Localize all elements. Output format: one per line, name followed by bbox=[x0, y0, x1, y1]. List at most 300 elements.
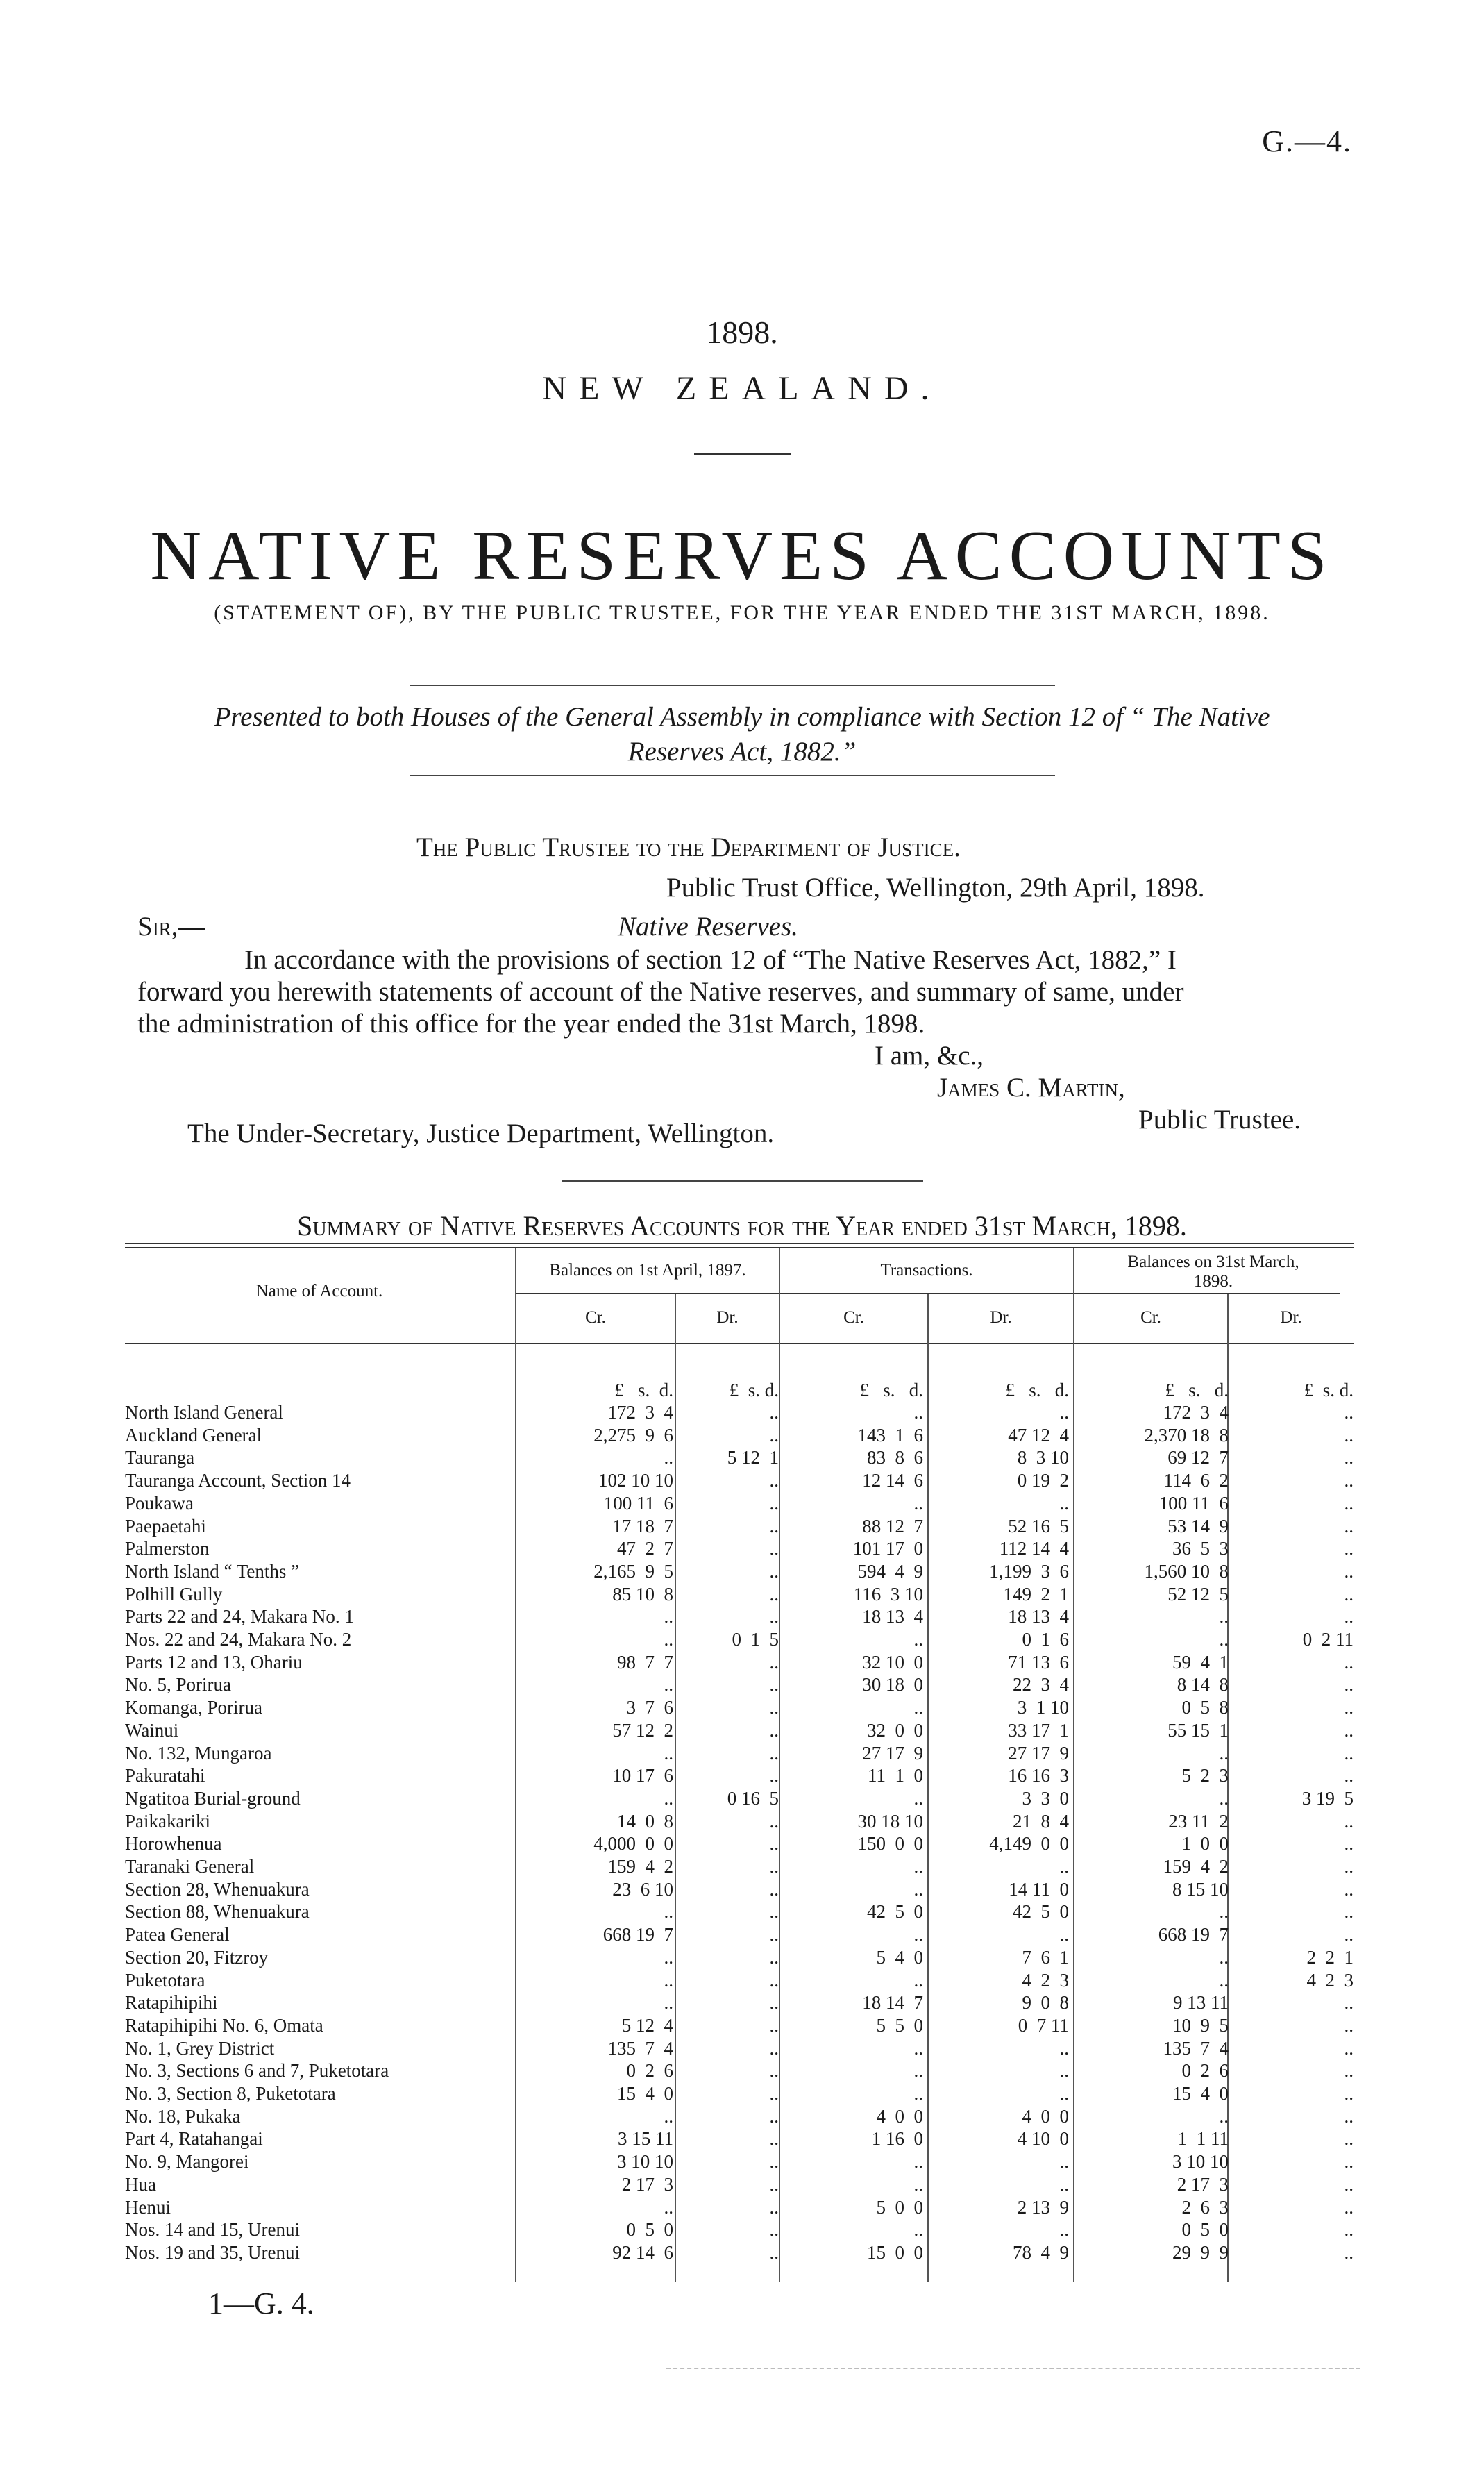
header-balances-1898-line-2: 1898. bbox=[1193, 1272, 1233, 1291]
table-row bbox=[125, 1742, 1354, 1764]
amount-cell: .. bbox=[769, 2196, 779, 2218]
table-row bbox=[125, 2105, 1354, 2127]
amount-cell: 1 0 0 bbox=[1181, 1833, 1229, 1855]
table-row bbox=[125, 2173, 1354, 2195]
amount-cell: .. bbox=[913, 1629, 923, 1650]
amount-cell: .. bbox=[1059, 1856, 1069, 1877]
amount-cell: 18 13 4 bbox=[862, 1606, 923, 1628]
amount-cell: .. bbox=[769, 1606, 779, 1628]
amount-cell: .. bbox=[1059, 1402, 1069, 1423]
amount-cell: 4 2 3 bbox=[1022, 1969, 1069, 1991]
account-name: Section 20, Fitzroy bbox=[125, 1946, 269, 1968]
amount-cell: 5 12 1 bbox=[727, 1447, 779, 1469]
amount-cell: .. bbox=[769, 2241, 779, 2263]
amount-cell: .. bbox=[769, 1583, 779, 1605]
amount-cell: .. bbox=[1344, 2037, 1354, 2059]
amount-cell: 668 19 7 bbox=[602, 1924, 673, 1946]
letter-body-line-3: the administration of this office for the year ended the 31st March, 1898. bbox=[137, 1009, 925, 1039]
amount-cell: .. bbox=[664, 1674, 673, 1696]
amount-cell: 116 3 10 bbox=[853, 1583, 923, 1605]
amount-cell: 2 13 9 bbox=[1017, 2196, 1069, 2218]
amount-cell: 668 19 7 bbox=[1158, 1924, 1229, 1946]
amount-cell: .. bbox=[1344, 1492, 1354, 1514]
amount-cell: .. bbox=[1059, 1924, 1069, 1946]
account-name: Paepaetahi bbox=[125, 1515, 206, 1537]
amount-cell: .. bbox=[769, 2219, 779, 2241]
table-row bbox=[125, 1515, 1354, 1537]
account-name: Tauranga bbox=[125, 1447, 195, 1469]
amount-cell: 3 3 0 bbox=[1022, 1787, 1069, 1809]
amount-cell: 4 10 0 bbox=[1017, 2128, 1069, 2150]
account-name: No. 3, Sections 6 and 7, Puketotara bbox=[125, 2060, 389, 2082]
footer-dashed-rule bbox=[666, 2368, 1360, 2369]
amount-cell: .. bbox=[1219, 1946, 1229, 1968]
amount-cell: .. bbox=[1344, 2105, 1354, 2127]
amount-cell: .. bbox=[913, 2151, 923, 2173]
header-name-of-account: Name of Account. bbox=[255, 1282, 383, 1300]
table-row bbox=[125, 1583, 1354, 1605]
amount-cell: .. bbox=[1059, 1492, 1069, 1514]
account-name: Wainui bbox=[125, 1719, 179, 1741]
amount-cell: .. bbox=[1344, 1856, 1354, 1877]
table-row bbox=[125, 2196, 1354, 2218]
table-row bbox=[125, 2037, 1354, 2059]
amount-cell: .. bbox=[1344, 1697, 1354, 1718]
amount-cell: .. bbox=[1344, 1515, 1354, 1537]
amount-cell: .. bbox=[913, 1492, 923, 1514]
amount-cell: .. bbox=[769, 2173, 779, 2195]
amount-cell: 5 0 0 bbox=[876, 2196, 923, 2218]
amount-cell: .. bbox=[1219, 1901, 1229, 1923]
document-title: NATIVE RESERVES ACCOUNTS bbox=[150, 517, 1334, 595]
amount-cell: 0 5 8 bbox=[1181, 1697, 1229, 1718]
amount-cell: .. bbox=[1344, 1606, 1354, 1628]
amount-cell: .. bbox=[769, 1992, 779, 2014]
amount-cell: 3 15 11 bbox=[618, 2128, 673, 2150]
year-heading: 1898. bbox=[706, 315, 778, 350]
account-name: Tauranga Account, Section 14 bbox=[125, 1470, 351, 1491]
amount-cell: 114 6 2 bbox=[1163, 1470, 1229, 1491]
letter-addressee: The Under-Secretary, Justice Department, Wellington. bbox=[187, 1119, 775, 1148]
amount-cell: 85 10 8 bbox=[612, 1583, 673, 1605]
header-dr: Dr. bbox=[990, 1308, 1012, 1327]
amount-cell: 10 17 6 bbox=[612, 1765, 673, 1787]
amount-cell: 100 11 6 bbox=[603, 1492, 673, 1514]
header-balances-1898-line-1: Balances on 31st March, bbox=[1127, 1253, 1299, 1271]
amount-cell: 172 3 4 bbox=[1163, 1402, 1229, 1423]
amount-cell: .. bbox=[664, 1742, 673, 1764]
letter-salutation: Sir,— bbox=[137, 912, 205, 942]
amount-cell: .. bbox=[1344, 1583, 1354, 1605]
amount-cell: 11 1 0 bbox=[868, 1765, 923, 1787]
amount-cell: 1,199 3 6 bbox=[989, 1560, 1069, 1582]
amount-cell: 3 10 10 bbox=[1172, 2151, 1229, 2173]
amount-cell: .. bbox=[664, 1992, 673, 2014]
amount-cell: 2,275 9 6 bbox=[593, 1424, 673, 1446]
amount-cell: .. bbox=[1344, 2219, 1354, 2241]
amount-cell: 57 12 2 bbox=[612, 1719, 673, 1741]
amount-cell: 0 2 6 bbox=[1181, 2060, 1229, 2082]
divider bbox=[410, 685, 1055, 686]
divider-short bbox=[694, 453, 791, 455]
amount-cell: .. bbox=[769, 2128, 779, 2150]
amount-cell: 14 0 8 bbox=[617, 1810, 673, 1832]
account-name: Parts 12 and 13, Ohariu bbox=[125, 1651, 303, 1673]
amount-cell: .. bbox=[913, 1402, 923, 1423]
amount-cell: .. bbox=[769, 1924, 779, 1946]
amount-cell: 22 3 4 bbox=[1013, 1674, 1069, 1696]
amount-cell: .. bbox=[1219, 1787, 1229, 1809]
table-row bbox=[125, 1446, 1354, 1469]
amount-cell: .. bbox=[664, 1606, 673, 1628]
amount-cell: .. bbox=[913, 1856, 923, 1877]
account-name: Nos. 22 and 24, Makara No. 2 bbox=[125, 1629, 352, 1650]
amount-cell: .. bbox=[1344, 1765, 1354, 1787]
amount-cell: 2 17 3 bbox=[1177, 2173, 1229, 2195]
amount-cell: 10 9 5 bbox=[1172, 2014, 1229, 2036]
amount-cell: 17 18 7 bbox=[612, 1515, 673, 1537]
table-row bbox=[125, 1628, 1354, 1650]
amount-cell: 47 2 7 bbox=[617, 1538, 673, 1559]
amount-cell: 3 7 6 bbox=[626, 1697, 673, 1718]
amount-cell: .. bbox=[664, 1946, 673, 1968]
table-row bbox=[125, 2150, 1354, 2173]
amount-cell: 0 16 5 bbox=[727, 1787, 779, 1809]
account-name: Patea General bbox=[125, 1924, 230, 1946]
amount-cell: 0 1 6 bbox=[1022, 1629, 1069, 1650]
amount-cell: 9 0 8 bbox=[1022, 1992, 1069, 2014]
amount-cell: 0 19 2 bbox=[1017, 1470, 1069, 1491]
units-row bbox=[125, 1379, 1354, 1401]
amount-cell: .. bbox=[913, 2037, 923, 2059]
amount-cell: 2 17 3 bbox=[621, 2173, 673, 2195]
amount-cell: 0 2 11 bbox=[1302, 1629, 1354, 1650]
letter-heading: The Public Trustee to the Department of Justice. bbox=[416, 832, 961, 862]
divider bbox=[562, 1180, 923, 1182]
amount-cell: 27 17 9 bbox=[1008, 1742, 1069, 1764]
table-row bbox=[125, 1991, 1354, 2014]
amount-cell: .. bbox=[1344, 1447, 1354, 1469]
amount-cell: 5 5 0 bbox=[876, 2014, 923, 2036]
header-cr: Cr. bbox=[1140, 1308, 1161, 1327]
table-row bbox=[125, 1787, 1354, 1809]
amount-cell: .. bbox=[913, 2083, 923, 2104]
amount-cell: 30 18 0 bbox=[862, 1674, 923, 1696]
amount-cell: .. bbox=[769, 1515, 779, 1537]
amount-cell: .. bbox=[1344, 1560, 1354, 1582]
amount-cell: .. bbox=[1344, 1878, 1354, 1900]
account-name: Nos. 14 and 15, Urenui bbox=[125, 2219, 300, 2241]
amount-cell: 0 2 6 bbox=[626, 2060, 673, 2082]
amount-cell: .. bbox=[1344, 2060, 1354, 2082]
amount-cell: 52 12 5 bbox=[1167, 1583, 1229, 1605]
amount-cell: .. bbox=[769, 1901, 779, 1923]
amount-cell: .. bbox=[913, 2173, 923, 2195]
account-name: No. 18, Pukaka bbox=[125, 2105, 241, 2127]
account-name: No. 9, Mangorei bbox=[125, 2151, 249, 2173]
amount-cell: .. bbox=[769, 1697, 779, 1718]
amount-cell: .. bbox=[1344, 1674, 1354, 1696]
presented-note bbox=[139, 700, 1345, 769]
amount-cell: .. bbox=[664, 1969, 673, 1991]
amount-cell: 172 3 4 bbox=[607, 1402, 673, 1423]
amount-cell: .. bbox=[769, 1470, 779, 1491]
divider bbox=[410, 775, 1055, 776]
page-signature-mark: 1—G. 4. bbox=[208, 2286, 314, 2320]
letter-address: Public Trust Office, Wellington, 29th April, 1898. bbox=[666, 873, 1205, 903]
amount-cell: .. bbox=[1344, 1470, 1354, 1491]
letter-signature-title: Public Trustee. bbox=[1138, 1105, 1301, 1135]
table-row bbox=[125, 1946, 1354, 1968]
amount-cell: 59 4 1 bbox=[1172, 1651, 1229, 1673]
table-row bbox=[125, 1764, 1354, 1787]
unit-label: £ s. d. bbox=[614, 1380, 673, 1400]
amount-cell: .. bbox=[1219, 1606, 1229, 1628]
amount-cell: .. bbox=[769, 1878, 779, 1900]
amount-cell: .. bbox=[1059, 2037, 1069, 2059]
amount-cell: .. bbox=[1344, 2128, 1354, 2150]
table-row bbox=[125, 1537, 1354, 1559]
amount-cell: 21 8 4 bbox=[1013, 1810, 1069, 1832]
table-row bbox=[125, 1605, 1354, 1628]
amount-cell: 143 1 6 bbox=[857, 1424, 923, 1446]
account-name: Auckland General bbox=[125, 1424, 262, 1446]
account-name: Ngatitoa Burial-ground bbox=[125, 1787, 301, 1809]
amount-cell: 135 7 4 bbox=[1163, 2037, 1229, 2059]
header-balances-1898 bbox=[1074, 1253, 1352, 1291]
amount-cell: .. bbox=[1344, 2173, 1354, 2195]
amount-cell: 4 0 0 bbox=[876, 2105, 923, 2127]
table-row bbox=[125, 1469, 1354, 1491]
amount-cell: .. bbox=[769, 2037, 779, 2059]
amount-cell: .. bbox=[1344, 2241, 1354, 2263]
amount-cell: 2 6 3 bbox=[1181, 2196, 1229, 2218]
table-row bbox=[125, 1969, 1354, 1991]
amount-cell: 78 4 9 bbox=[1013, 2241, 1069, 2263]
table-row bbox=[125, 2218, 1354, 2241]
table-top-rule bbox=[125, 1243, 1354, 1244]
amount-cell: .. bbox=[913, 1787, 923, 1809]
account-name: Section 28, Whenuakura bbox=[125, 1878, 310, 1900]
amount-cell: 102 10 10 bbox=[598, 1470, 673, 1491]
amount-cell: .. bbox=[1344, 1992, 1354, 2014]
table-row bbox=[125, 2082, 1354, 2105]
amount-cell: 92 14 6 bbox=[612, 2241, 673, 2263]
amount-cell: 150 0 0 bbox=[857, 1833, 923, 1855]
account-name: No. 3, Section 8, Puketotara bbox=[125, 2083, 336, 2104]
header-balances-1897: Balances on 1st April, 1897. bbox=[549, 1261, 746, 1280]
amount-cell: 15 4 0 bbox=[1172, 2083, 1229, 2104]
header-bottom-rule bbox=[125, 1343, 1354, 1344]
table-row bbox=[125, 2127, 1354, 2150]
account-name: Horowhenua bbox=[125, 1833, 222, 1855]
amount-cell: .. bbox=[769, 2060, 779, 2082]
amount-cell: .. bbox=[913, 2060, 923, 2082]
table-row bbox=[125, 1832, 1354, 1855]
account-name: Paikakariki bbox=[125, 1810, 210, 1832]
table-row bbox=[125, 1424, 1354, 1446]
presented-line-1: Presented to both Houses of the General Assembly in compliance with Section 12 of “ The Native bbox=[214, 702, 1270, 732]
amount-cell: .. bbox=[1344, 1651, 1354, 1673]
account-name: Ratapihipihi bbox=[125, 1992, 218, 2014]
amount-cell: .. bbox=[1344, 2014, 1354, 2036]
table-row bbox=[125, 1923, 1354, 1946]
amount-cell: .. bbox=[1059, 2083, 1069, 2104]
amount-cell: 88 12 7 bbox=[862, 1515, 923, 1537]
header-dr: Dr. bbox=[716, 1308, 739, 1327]
account-name: Komanga, Porirua bbox=[125, 1697, 262, 1718]
table-row bbox=[125, 1560, 1354, 1582]
account-name: Palmerston bbox=[125, 1538, 210, 1559]
amount-cell: .. bbox=[1344, 1924, 1354, 1946]
amount-cell: 112 14 4 bbox=[999, 1538, 1069, 1559]
amount-cell: .. bbox=[913, 1924, 923, 1946]
header-dr: Dr. bbox=[1280, 1308, 1302, 1327]
amount-cell: .. bbox=[769, 1946, 779, 1968]
document-subtitle: (STATEMENT OF), BY THE PUBLIC TRUSTEE, FOR THE YEAR ENDED THE 31ST MARCH, 1898. bbox=[214, 601, 1270, 624]
amount-cell: 4,000 0 0 bbox=[593, 1833, 673, 1855]
amount-cell: 5 12 4 bbox=[621, 2014, 673, 2036]
amount-cell: 3 10 10 bbox=[617, 2151, 673, 2173]
amount-cell: 15 4 0 bbox=[617, 2083, 673, 2104]
letter-closing: I am, &c., bbox=[875, 1041, 984, 1071]
table-top-rule bbox=[125, 1247, 1354, 1248]
amount-cell: 1 1 11 bbox=[1177, 2128, 1229, 2150]
amount-cell: 8 3 10 bbox=[1017, 1447, 1069, 1469]
amount-cell: 18 13 4 bbox=[1008, 1606, 1069, 1628]
amount-cell: 594 4 9 bbox=[857, 1560, 923, 1582]
amount-cell: .. bbox=[769, 1765, 779, 1787]
amount-cell: 2,370 18 8 bbox=[1144, 1424, 1229, 1446]
amount-cell: .. bbox=[1344, 1901, 1354, 1923]
amount-cell: .. bbox=[769, 1538, 779, 1559]
amount-cell: 0 5 0 bbox=[626, 2219, 673, 2241]
amount-cell: .. bbox=[1344, 2151, 1354, 2173]
table-row bbox=[125, 1878, 1354, 1900]
amount-cell: .. bbox=[1219, 1742, 1229, 1764]
amount-cell: 52 16 5 bbox=[1008, 1515, 1069, 1537]
amount-cell: .. bbox=[664, 1787, 673, 1809]
amount-cell: 18 14 7 bbox=[862, 1992, 923, 2014]
table-row bbox=[125, 1673, 1354, 1696]
amount-cell: .. bbox=[1219, 1969, 1229, 1991]
amount-cell: 32 0 0 bbox=[867, 1719, 923, 1741]
letter-signature: James C. Martin, bbox=[937, 1073, 1125, 1103]
amount-cell: 53 14 9 bbox=[1167, 1515, 1229, 1537]
account-name: No. 132, Mungaroa bbox=[125, 1742, 272, 1764]
amount-cell: 98 7 7 bbox=[617, 1651, 673, 1673]
account-name: Polhill Gully bbox=[125, 1583, 223, 1605]
amount-cell: 0 1 5 bbox=[732, 1629, 779, 1650]
amount-cell: 2,165 9 5 bbox=[593, 1560, 673, 1582]
amount-cell: 12 14 6 bbox=[862, 1470, 923, 1491]
amount-cell: 135 7 4 bbox=[607, 2037, 673, 2059]
amount-cell: 36 5 3 bbox=[1172, 1538, 1229, 1559]
amount-cell: 3 1 10 bbox=[1017, 1697, 1069, 1718]
amount-cell: 55 15 1 bbox=[1167, 1719, 1229, 1741]
amount-cell: .. bbox=[664, 1901, 673, 1923]
amount-cell: .. bbox=[913, 1697, 923, 1718]
letter-subject: Native Reserves. bbox=[618, 912, 798, 942]
amount-cell: 83 8 6 bbox=[867, 1447, 923, 1469]
amount-cell: 2 2 1 bbox=[1306, 1946, 1354, 1968]
amount-cell: 42 5 0 bbox=[1013, 1901, 1069, 1923]
amount-cell: 149 2 1 bbox=[1003, 1583, 1069, 1605]
table-row bbox=[125, 1492, 1354, 1514]
amount-cell: 71 13 6 bbox=[1008, 1651, 1069, 1673]
unit-label: £ s. d. bbox=[1165, 1380, 1229, 1400]
amount-cell: .. bbox=[769, 1424, 779, 1446]
amount-cell: 32 10 0 bbox=[862, 1651, 923, 1673]
amount-cell: 42 5 0 bbox=[867, 1901, 923, 1923]
amount-cell: .. bbox=[769, 1560, 779, 1582]
header-transactions: Transactions. bbox=[880, 1261, 973, 1280]
amount-cell: 1 16 0 bbox=[871, 2128, 923, 2150]
country-heading: NEW ZEALAND. bbox=[542, 370, 942, 407]
amount-cell: .. bbox=[1059, 2151, 1069, 2173]
amount-cell: .. bbox=[1344, 2196, 1354, 2218]
table-row bbox=[125, 1696, 1354, 1718]
amount-cell: 101 17 0 bbox=[852, 1538, 923, 1559]
table-row bbox=[125, 1810, 1354, 1832]
amount-cell: .. bbox=[769, 1402, 779, 1423]
account-name: Puketotara bbox=[125, 1969, 205, 1991]
amount-cell: 8 15 10 bbox=[1172, 1878, 1229, 1900]
amount-cell: .. bbox=[769, 1856, 779, 1877]
table-row bbox=[125, 1900, 1354, 1923]
amount-cell: .. bbox=[1059, 2219, 1069, 2241]
unit-label: £ s. d. bbox=[729, 1380, 779, 1400]
amount-cell: 4 2 3 bbox=[1306, 1969, 1354, 1991]
header-cr: Cr. bbox=[843, 1308, 864, 1327]
amount-cell: .. bbox=[664, 2105, 673, 2127]
account-name: North Island “ Tenths ” bbox=[125, 1560, 300, 1582]
unit-label: £ s. d. bbox=[859, 1380, 923, 1400]
page-reference: G.—4. bbox=[1262, 124, 1352, 158]
amount-cell: .. bbox=[1344, 1424, 1354, 1446]
amount-cell: 3 19 5 bbox=[1301, 1787, 1354, 1809]
amount-cell: .. bbox=[1344, 1833, 1354, 1855]
table-row bbox=[125, 1401, 1354, 1423]
amount-cell: 15 0 0 bbox=[867, 2241, 923, 2263]
amount-cell: 4,149 0 0 bbox=[989, 1833, 1069, 1855]
account-name: Ratapihipihi No. 6, Omata bbox=[125, 2014, 323, 2036]
amount-cell: 0 5 0 bbox=[1181, 2219, 1229, 2241]
account-name: Section 88, Whenuakura bbox=[125, 1901, 310, 1923]
account-name: Nos. 19 and 35, Urenui bbox=[125, 2241, 300, 2263]
account-name: No. 5, Porirua bbox=[125, 1674, 231, 1696]
amount-cell: 1,560 10 8 bbox=[1144, 1560, 1229, 1582]
amount-cell: .. bbox=[769, 1719, 779, 1741]
amount-cell: 16 16 3 bbox=[1008, 1765, 1069, 1787]
amount-cell: 30 18 10 bbox=[857, 1810, 923, 1832]
amount-cell: .. bbox=[1219, 2105, 1229, 2127]
amount-cell: .. bbox=[664, 2196, 673, 2218]
amount-cell: 9 13 11 bbox=[1173, 1992, 1229, 2014]
amount-cell: 159 4 2 bbox=[1163, 1856, 1229, 1877]
amount-cell: .. bbox=[1059, 2173, 1069, 2195]
amount-cell: 23 11 2 bbox=[1168, 1810, 1229, 1832]
amount-cell: .. bbox=[769, 1651, 779, 1673]
table-row bbox=[125, 2241, 1354, 2264]
amount-cell: .. bbox=[769, 2105, 779, 2127]
table-row bbox=[125, 1719, 1354, 1741]
letter-body-line-1: In accordance with the provisions of section 12 of “The Native Reserves Act, 1882,” I bbox=[244, 945, 1177, 975]
amount-cell: 159 4 2 bbox=[607, 1856, 673, 1877]
amount-cell: 69 12 7 bbox=[1167, 1447, 1229, 1469]
account-name: No. 1, Grey District bbox=[125, 2037, 275, 2059]
amount-cell: .. bbox=[769, 1674, 779, 1696]
